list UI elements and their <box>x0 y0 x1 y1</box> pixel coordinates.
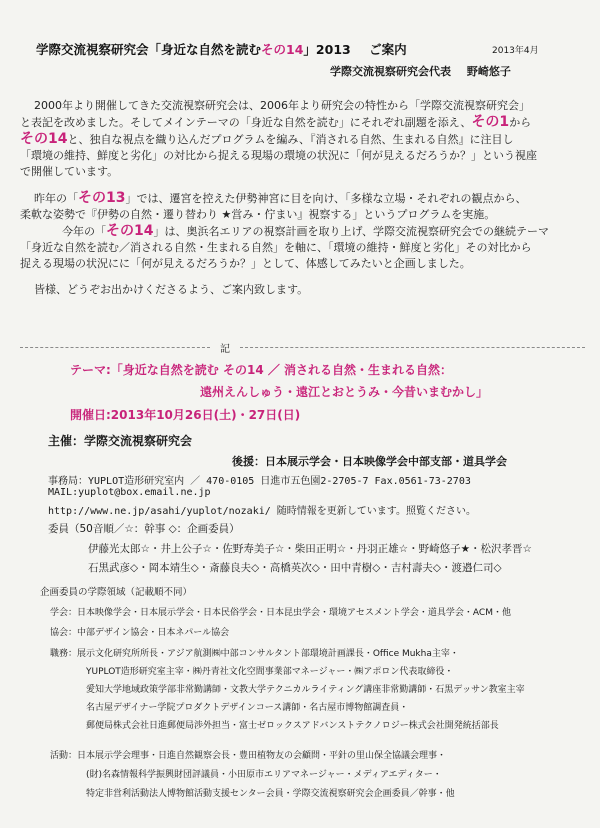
event-dates: 開催日:2013年10月26日(土)・27日(日) <box>70 408 301 422</box>
page-title: 学際交流視察研究会「身近な自然を読むその14」2013 ご案内 <box>36 42 407 57</box>
divider-left <box>20 347 210 348</box>
fields-shokumu-3: 愛知大学地域政策学部非常勤講師・文教大学テクニカルライティング講座非常勤講師・石黒デッサン教室主宰 <box>86 685 525 695</box>
office-mail: MAIL:yuplot@box.email.ne.jp <box>48 487 211 498</box>
theme-line-2: 遠州えんしゅう・遠江とおとうみ・今昔いまむかし」 <box>200 385 489 399</box>
fields-katsudo-3: 特定非営利活動法人博物館活動支援センター会員・学際交流視察研究会企画委員／幹事・他 <box>86 789 455 799</box>
fields-shokumu-2: YUPLOT造形研究室主宰・㈱丹青社文化空間事業部マネージャー・㈱アポロン代表取締役・ <box>86 667 454 677</box>
fields-shokumu-5: 郵便局株式会社日進郵便局渉外担当・富士ゼロックスアドバンストテクノロジー株式会社開発統括部長 <box>86 721 499 731</box>
members-row-1: 伊藤光太郎☆・井上公子☆・佐野寿美子☆・柴田正明☆・丹羽正雄☆・野崎悠子★・松沢孝晋☆ <box>88 543 532 555</box>
issue-date: 2013年4月 <box>492 46 539 56</box>
ki-label: 記 <box>220 344 230 355</box>
fields-gakkai: 学会：日本映像学会・日本展示学会・日本民俗学会・日本昆虫学会・環境アセスメント学会・道具学会・ACM・他 <box>50 608 511 618</box>
sponsors: 後援：日本展示学会・日本映像学会中部支部・道具学会 <box>232 455 507 468</box>
divider-right <box>240 347 585 348</box>
office-url: http://www.ne.jp/asahi/yuplot/nozaki/ 随時情報を更新しています。照覧ください。 <box>48 506 476 517</box>
theme-line-1: テーマ:「身近な自然を読む その14 ／ 消される自然・生まれる自然： <box>70 363 453 377</box>
fields-heading: 企画委員の学際領域（記載順不同） <box>40 587 193 598</box>
intro-text: 2000年より開催してきた交流視察研究会は、2006年より研究会の特性から「学際交流視察研究会」 と表記を改めました。そしてメインテーマの「身近な自然を読む」にそれぞれ副題を添え、その1から その14と、独自な視点を織り込んだプログラムを編み、『消される自然、生まれる自然』に注目し 「環境の維持、鮮度と劣化」の対比から捉える現場の環境の状況に「何が見えるだろうか？」という視座 で開催しています。 昨年の「その13」では、遷宮を控えた伊勢神宮に目を向け、「多様な立場・それぞれの観点から、 柔軟な姿勢で『伊勢の自然・遷り替わり ★営み・佇まい』視察する」というプログラムを実施。 今年の「その14」は、奥浜名エリアの視察計画を取り上げ、学際交流視察研究会での継続テーマ 「身近な自然を読む／消される自然・生まれる自然」を軸に、「環境の維持・鮮度と劣化」その対比から 捉える現場の状況にに「何が見えるだろうか？」として、体感してみたいと企画しました。 皆様、どうぞお出かけくださるよう、ご案内致します。 <box>20 99 550 296</box>
fields-katsudo-2: (財)名森情報科学振興財団評議員・小田原市エリアマネージャー・メディアエディター・ <box>86 770 442 780</box>
members-row-2: 石黒武彦◇・岡本靖生◇・斎藤良夫◇・高橋英次◇・田中青樹◇・吉村壽夫◇・渡邉仁司◇ <box>88 562 502 574</box>
organizer: 主催：学際交流視察研究会 <box>48 434 193 448</box>
office-address: 事務局：YUPLOT造形研究室内 ／ 470-0105 日進市五色園2-2705-7 Fax.0561-73-2703 <box>48 476 471 487</box>
representative: 学際交流視察研究会代表 野崎悠子 <box>330 65 511 78</box>
fields-shokumu-4: 名古屋デザイナー学院プロダクトデザインコース講師・名古屋市博物館調査員・ <box>86 703 409 713</box>
fields-shokumu-1: 職務：展示文化研究所所長・アジア航測㈱中部コンサルタント部環境計画課長・Office Mukha主宰・ <box>50 649 459 659</box>
fields-katsudo-1: 活動：日本展示学会理事・日進自然観察会長・豊田植物友の会顧問・平針の里山保全協議会理事・ <box>50 751 447 761</box>
fields-kyokai: 協会：中部デザイン協会・日本ネパール協会 <box>50 628 230 638</box>
members-heading: 委員（50音順／☆：幹事 ◇：企画委員） <box>48 523 240 535</box>
